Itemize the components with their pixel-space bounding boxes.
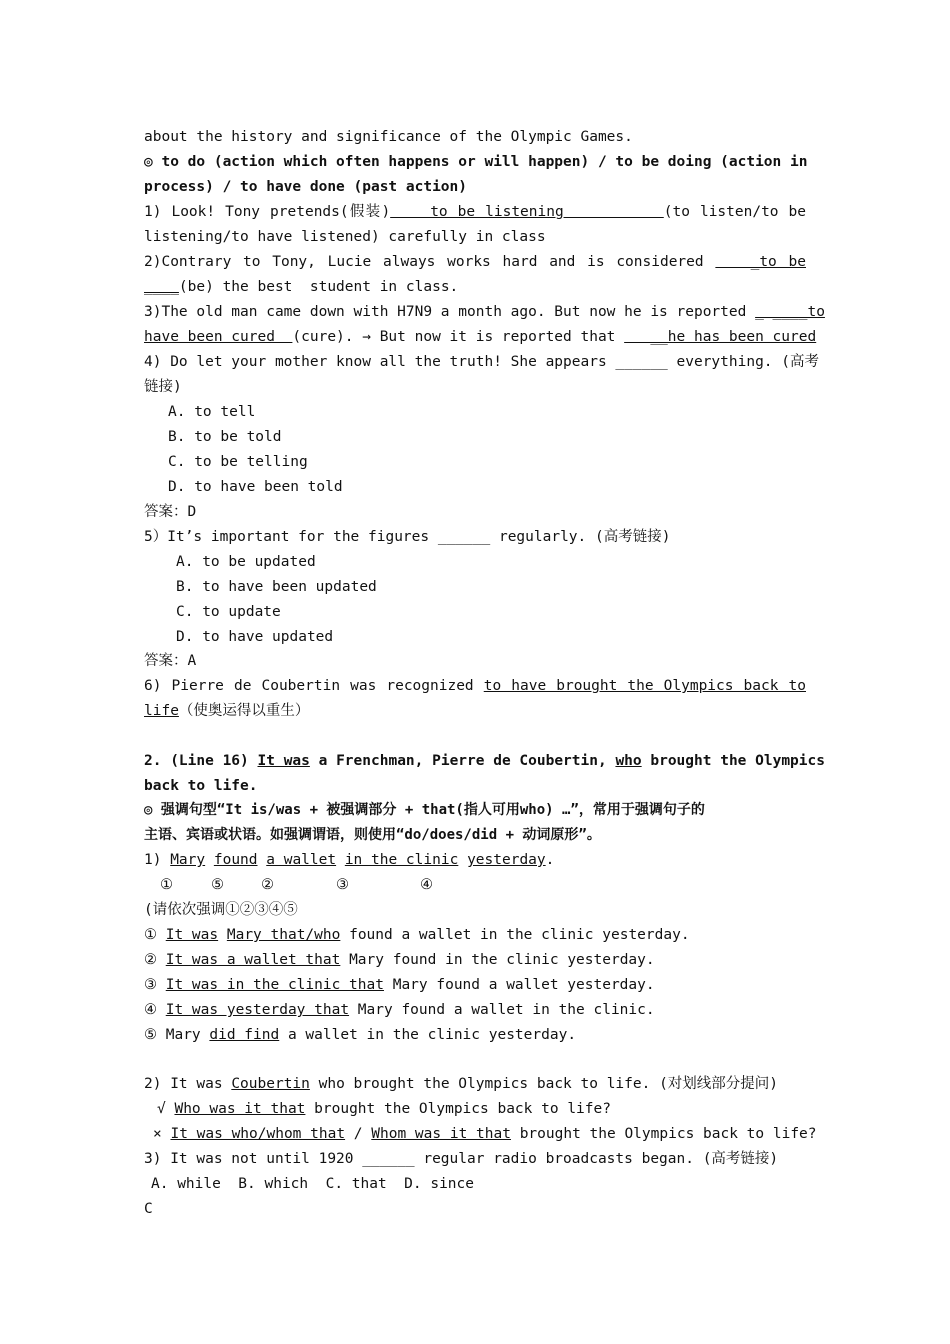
e3-options: A. while B. which C. that D. since xyxy=(151,1176,475,1192)
e1-mark-1: ① xyxy=(160,877,173,893)
e2-sentence: 2) It was Coubertin who brought the Olympics back to life. (对划线部分提问) xyxy=(144,1076,779,1092)
section2-rule-cont: 主语、宾语或状语。如强调谓语，则使用“do/does/did + 动词原形”。 xyxy=(144,827,601,843)
e1-answer-1: ① It was Mary that/who found a wallet in the clinic yesterday. xyxy=(144,927,690,943)
e1-answer-5: ⑤ Mary did find a wallet in the clinic yesterday. xyxy=(144,1027,577,1043)
section2-rule: ◎ 强调句型“It is/was + 被强调部分 + that(指人可用who) …”，常用于强调句子的 xyxy=(144,802,705,818)
e3-stem: 3) It was not until 1920 ______ regular radio broadcasts began. (高考链接) xyxy=(144,1151,779,1167)
e1-mark-2: ② xyxy=(261,877,274,893)
e1-sentence: 1) Mary found a wallet in the clinic yesterday. xyxy=(144,852,555,868)
q5-option-a: A. to be updated xyxy=(176,554,316,570)
e2-wrong: × It was who/whom that / Whom was it that brought the Olympics back to life? xyxy=(153,1126,817,1142)
q2-answer: _to be xyxy=(715,254,806,270)
q6-answer: to have brought the Olympics back to xyxy=(483,678,806,694)
q5-option-d: D. to have updated xyxy=(176,629,334,645)
q5-option-b: B. to have been updated xyxy=(176,579,377,595)
section2-heading-cont: back to life. xyxy=(144,778,258,794)
q2-line2: ____(be) the best student in class. xyxy=(144,279,459,295)
q1-line2: listening/to have listened) carefully in class xyxy=(144,229,546,245)
q3-line2: have been cured (cure). → But now it is reported that __he has been cured xyxy=(144,329,817,345)
rule-heading: ◎ to do (action which often happens or will happen) / to be doing (action in xyxy=(144,154,808,170)
e3-answer: C xyxy=(144,1201,153,1217)
rule-heading-cont: process) / to have done (past action) xyxy=(144,179,468,195)
e1-hint: (请依次强调①②③④⑤ xyxy=(144,902,298,918)
e1-answer-3: ③ It was in the clinic that Mary found a wallet yesterday. xyxy=(144,977,655,993)
q4-stem2: 链接) xyxy=(144,379,182,395)
q4-option-d: D. to have been told xyxy=(168,479,343,495)
q1-line: 1) Look! Tony pretends(假装) to be listening (to listen/to be xyxy=(144,204,806,220)
e1-mark-3: ③ xyxy=(336,877,349,893)
q2-line: 2)Contrary to Tony, Lucie always works hard and is considered _to be xyxy=(144,254,806,270)
q1-answer: to be listening xyxy=(390,204,664,220)
q4-option-a: A. to tell xyxy=(168,404,256,420)
e2-correct: √ Who was it that brought the Olympics back to life? xyxy=(157,1101,611,1117)
q4-answer: 答案：D xyxy=(144,504,197,520)
text-line: about the history and significance of the Olympic Games. xyxy=(144,129,633,145)
e1-answer-4: ④ It was yesterday that Mary found a wallet in the clinic. xyxy=(144,1002,655,1018)
q5-stem: 5）It’s important for the figures ______ regularly. (高考链接) xyxy=(144,529,671,545)
q5-option-c: C. to update xyxy=(176,604,281,620)
q3-answer: _ ____to xyxy=(755,304,825,320)
q5-answer: 答案：A xyxy=(144,653,197,669)
q6-line: 6) Pierre de Coubertin was recognized to have brought the Olympics back to xyxy=(144,678,806,694)
q3-line: 3)The old man came down with H7N9 a month ago. But now he is reported _ ____to xyxy=(144,304,825,320)
q4-stem: 4) Do let your mother know all the truth! She appears ______ everything. (高考 xyxy=(144,354,820,370)
e1-mark-5: ⑤ xyxy=(211,877,224,893)
q4-option-c: C. to be telling xyxy=(168,454,308,470)
section2-heading: 2. (Line 16) It was a Frenchman, Pierre de Coubertin, who brought the Olympics xyxy=(144,753,825,769)
e1-answer-2: ② It was a wallet that Mary found in the clinic yesterday. xyxy=(144,952,655,968)
q6-line2: life（使奥运得以重生） xyxy=(144,703,310,719)
e1-mark-4: ④ xyxy=(420,877,433,893)
q4-option-b: B. to be told xyxy=(168,429,282,445)
